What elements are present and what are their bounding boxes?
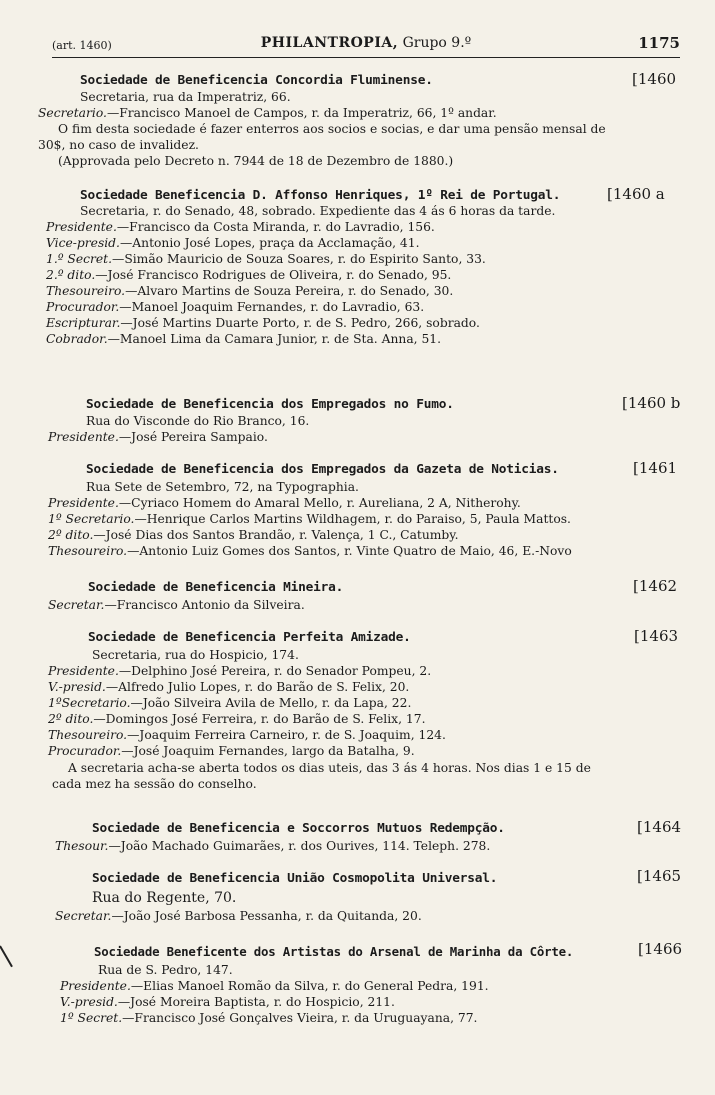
entry-line: Secretario.—Francisco Manoel de Campos, r. da Imperatriz, 66, 1º andar. [38,106,497,120]
role-label: Thesour. [55,839,109,853]
entry-title: Sociedade de Beneficencia Concordia Fluminense. [80,73,433,88]
entry-line: Presidente.—Elias Manoel Romão da Silva, r. do General Pedra, 191. [60,979,489,993]
role-label: Procurador. [48,744,122,758]
role-label: Procurador. [46,300,120,314]
section-title-bold: PHILANTROPIA, [260,35,399,51]
entry-line: 1º Secretario.—Henrique Carlos Martins Wildhagem, r. do Paraiso, 5, Paula Mattos. [48,512,571,526]
entry-number: [1466 [638,940,683,958]
role-label: 1ºSecretario. [48,696,131,710]
entry-number: [1465 [637,867,682,885]
entry-number: [1463 [634,627,679,645]
entry-title: Sociedade de Beneficencia Mineira. [88,580,344,595]
role-label: V.-presid. [60,995,118,1009]
role-label: V.-presid. [48,680,106,694]
entry-number: [1462 [633,577,678,595]
role-label: 1º Secret. [60,1011,123,1025]
role-label: Presidente. [48,664,119,678]
entry-line: 1ºSecretario.—João Silveira Avila de Mello, r. da Lapa, 22. [48,696,412,710]
role-label: 1º Secretario. [48,512,135,526]
entry-line: Escripturar.—José Martins Duarte Porto, r. de S. Pedro, 266, sobrado. [46,316,480,330]
entry-line: Thesour.—João Machado Guimarães, r. dos Ourives, 114. Teleph. 278. [55,839,491,853]
section-group: Grupo 9.º [398,35,472,51]
entry-line: Cobrador.—Manoel Lima da Camara Junior, r. de Sta. Anna, 51. [46,332,442,346]
entry-line: A secretaria acha-se aberta todos os dias uteis, das 3 ás 4 horas. Nos dias 1 e 15 de [68,761,591,775]
role-label: 2º dito. [48,712,94,726]
role-label: Presidente. [48,430,119,444]
entry-line: 1º Secret.—Francisco José Gonçalves Vieira, r. da Uruguayana, 77. [60,1011,478,1025]
role-label: Secretar. [48,598,105,612]
role-label: Cobrador. [46,332,108,346]
entry-line: Thesoureiro.—Alvaro Martins de Souza Pereira, r. do Senado, 30. [46,284,454,298]
role-label: 2º dito. [48,528,94,542]
entry-line: Secretar.—João José Barbosa Pessanha, r. da Quitanda, 20. [55,909,422,923]
entry-line: Secretaria, rua do Hospicio, 174. [92,648,299,662]
entry-line: V.-presid.—José Moreira Baptista, r. do Hospicio, 211. [60,995,395,1009]
entry-title: Sociedade de Beneficencia dos Empregados no Fumo. [86,397,454,412]
page-number: 1175 [638,34,680,52]
entry-line: Thesoureiro.—Joaquim Ferreira Carneiro, r. de S. Joaquim, 124. [48,728,446,742]
entry-line: 2º dito.—Domingos José Ferreira, r. do Barão de S. Felix, 17. [48,712,426,726]
entry-line: cada mez ha sessão do conselho. [52,777,257,791]
role-label: Thesoureiro. [48,728,128,742]
role-label: 1.º Secret. [46,252,113,266]
entry-line: Procurador.—José Joaquim Fernandes, largo da Batalha, 9. [48,744,415,758]
role-label: Presidente. [60,979,131,993]
entry-line: Rua de S. Pedro, 147. [98,963,233,977]
entry-line: 2º dito.—José Dias dos Santos Brandão, r. Valença, 1 C., Catumby. [48,528,459,542]
role-label: 2.º dito. [46,268,96,282]
entry-line: Presidente.—Francisco da Costa Miranda, r. do Lavradio, 156. [46,220,435,234]
role-label: Thesoureiro. [48,544,128,558]
margin-mark [0,946,13,968]
entry-line: 2.º dito.—José Francisco Rodrigues de Oliveira, r. do Senado, 95. [46,268,452,282]
entry-number: [1464 [637,818,682,836]
entry-number: [1460 b [622,394,681,412]
entry-line: Rua Sete de Setembro, 72, na Typographia. [86,480,359,494]
entry-title: Sociedade Beneficente dos Artistas do Arsenal de Marinha da Côrte. [94,944,574,959]
entry-title: Sociedade de Beneficencia dos Empregados da Gazeta de Noticias. [86,462,559,477]
entry-line: V.-presid.—Alfredo Julio Lopes, r. do Barão de S. Felix, 20. [48,680,410,694]
entry-line: O fim desta sociedade é fazer enterros aos socios e socias, e dar uma pensão mensal de [58,122,606,136]
role-label: Presidente. [48,496,119,510]
entry-line: 1.º Secret.—Simão Mauricio de Souza Soares, r. do Espirito Santo, 33. [46,252,486,266]
entry-number: [1460 a [607,185,665,203]
entry-title: Sociedade de Beneficencia Perfeita Amizade. [88,630,411,645]
entry-line: Presidente.—Delphino José Pereira, r. do Senador Pompeu, 2. [48,664,432,678]
role-label: Vice-presid. [46,236,120,250]
entry-line: Procurador.—Manoel Joaquim Fernandes, r. do Lavradio, 63. [46,300,425,314]
entry-line: Vice-presid.—Antonio José Lopes, praça da Acclamação, 41. [46,236,420,250]
entry-line: Presidente.—José Pereira Sampaio. [48,430,268,444]
role-label: Presidente. [46,220,117,234]
entry-title: Sociedade de Beneficencia e Soccorros Mutuos Redempção. [92,821,505,836]
entry-line: 30$, no caso de invalidez. [38,138,199,152]
entry-line: Presidente.—Cyriaco Homem do Amaral Mello, r. Aureliana, 2 A, Nitherohy. [48,496,521,510]
role-label: Secretar. [55,909,112,923]
role-label: Secretario. [38,106,107,120]
page-header [52,33,680,58]
entry-number: [1461 [633,459,678,477]
entry-line: (Approvada pelo Decreto n. 7944 de 18 de Dezembro de 1880.) [58,154,454,168]
section-title [52,35,680,51]
entry-line: Secretaria, rua da Imperatriz, 66. [80,90,291,104]
entry-line: Secretar.—Francisco Antonio da Silveira. [48,598,305,612]
entry-line: Rua do Visconde do Rio Branco, 16. [86,414,310,428]
role-label: Escripturar. [46,316,121,330]
entry-line: Thesoureiro.—Antonio Luiz Gomes dos Santos, r. Vinte Quatro de Maio, 46, E.-Novo [48,544,572,558]
article-range: (art. 1460) [52,39,112,52]
role-label: Thesoureiro. [46,284,126,298]
entry-title: Sociedade de Beneficencia União Cosmopolita Universal. [92,871,498,886]
entry-title: Sociedade Beneficencia D. Affonso Henriques, 1º Rei de Portugal. [80,188,561,203]
entry-line: Secretaria, r. do Senado, 48, sobrado. Expediente das 4 ás 6 horas da tarde. [80,204,556,218]
entry-line: Rua do Regente, 70. [92,890,237,906]
entry-number: [1460 [632,70,677,88]
